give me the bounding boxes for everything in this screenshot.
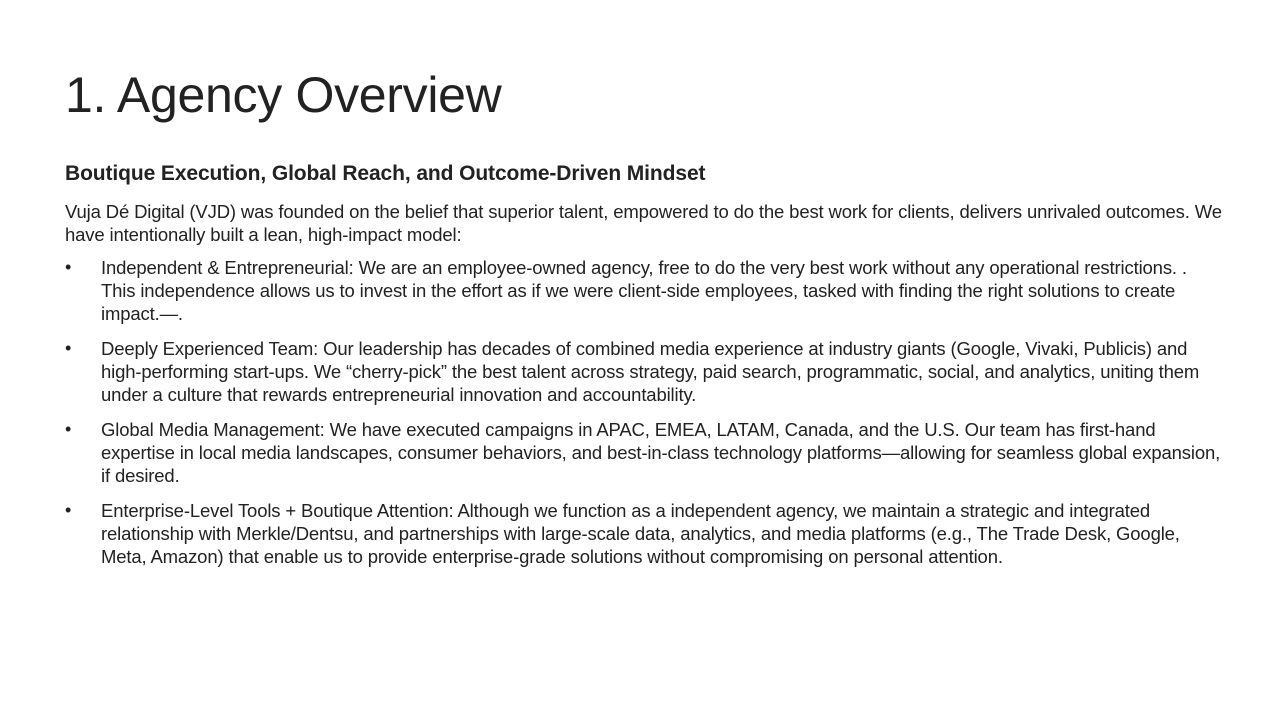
bullet-text: Global Media Management: We have executed campaigns in APAC, EMEA, LATAM, Canada, and the U.S. Our team has first-hand expertise in local media landscapes, consumer behaviors, and best-in-class technology platforms—allowing for seamless global expansion, if desired. <box>101 419 1221 486</box>
bullet-list <box>65 256 1225 568</box>
page-title: 1. Agency Overview <box>65 67 502 123</box>
bullet-icon: • <box>65 257 72 277</box>
bullet-icon: • <box>65 419 72 439</box>
intro-paragraph: Vuja Dé Digital (VJD) was founded on the belief that superior talent, empowered to do the best work for clients, delivers unrivaled outcomes. We have intentionally built a lean, high-impact model: <box>65 201 1222 245</box>
bullet-item-team <box>65 337 1225 406</box>
bullet-item-independent <box>65 256 1225 325</box>
bullet-text: Enterprise-Level Tools + Boutique Attention: Although we function as a independent agency, we maintain a strategic and integrated relationship with Merkle/Dentsu, and partnerships with large-scale data, analytics, and media platforms (e.g., The Trade Desk, Google, Meta, Amazon) that enable us to provide enterprise-grade solutions without compromising on personal attention. <box>101 500 1180 567</box>
bullet-icon: • <box>65 500 72 520</box>
bullet-item-enterprise <box>65 499 1225 568</box>
bullet-text: Deeply Experienced Team: Our leadership has decades of combined media experience at industry giants (Google, Vivaki, Publicis) and high-performing start-ups. We “cherry-pick” the best talent across strategy, paid search, programmatic, social, and analytics, uniting them under a culture that rewards entrepreneurial innovation and accountability. <box>101 338 1200 405</box>
slide-content <box>65 160 1225 580</box>
bullet-item-global <box>65 418 1225 487</box>
bullet-text: Independent & Entrepreneurial: We are an employee-owned agency, free to do the very best work without any operational restrictions. . This independence allows us to invest in the effort as if we were client-side employees, tasked with finding the right solutions to create impact.—. <box>101 257 1187 324</box>
section-subtitle: Boutique Execution, Global Reach, and Outcome-Driven Mindset <box>65 162 706 185</box>
bullet-icon: • <box>65 338 72 358</box>
